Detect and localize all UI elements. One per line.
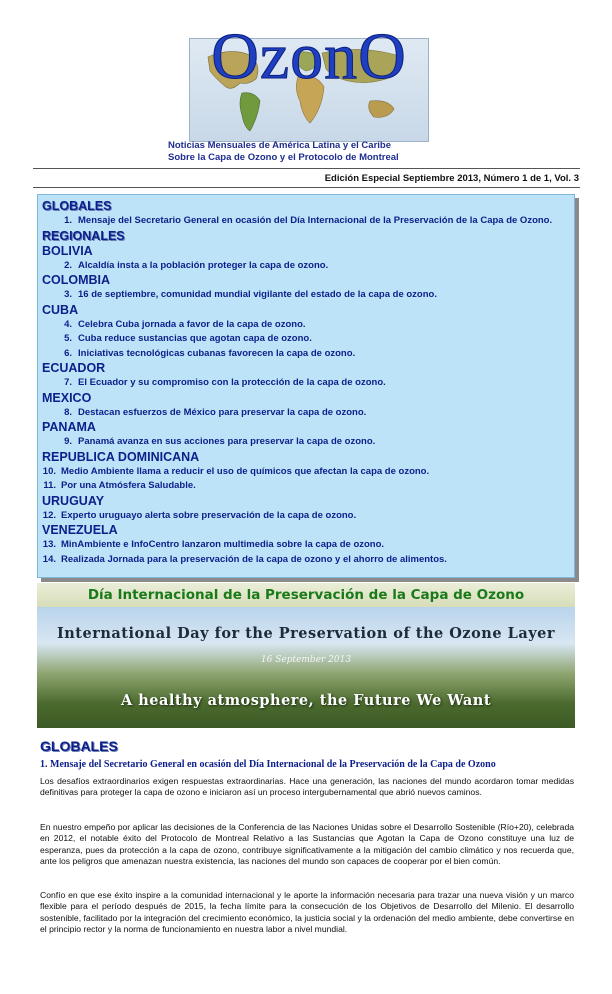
toc-item-4[interactable]: 4. Celebra Cuba jornada a favor de la capa de ozono. — [64, 318, 306, 330]
edition-line: Edición Especial Septiembre 2013, Número 1 de 1, Vol. 3 — [324, 173, 579, 184]
banner-date: 16 September 2013 — [260, 655, 352, 665]
toc-country-cuba: CUBA — [42, 302, 79, 317]
subtitle-line-2: Sobre la Capa de Ozono y el Protocolo de Montreal — [168, 152, 399, 163]
toc-country-ecuador: ECUADOR — [42, 361, 106, 375]
toc-item-6[interactable]: 6. Iniciativas tecnológicas cubanas favorecen la capa de ozono. — [64, 347, 356, 359]
toc-heading-globales: GLOBALES — [42, 199, 112, 213]
article-paragraph-3: Confío en que ese éxito inspire a la comunidad internacional y le aporte la información necesaria para trazar una nueva visión y un marco flexible para el período después de 2015, la fecha límite para la consecución de los Objetivos de Desarrollo del Milenio. El desarrollo sostenible, facilitado por la integración del crecimiento económico, la justicia social y la ordenación del medio ambiente, debe convertirse en el principio rector y la norma de funcionamiento en nuestra labor a nivel mundial. — [40, 890, 574, 934]
article-paragraph-1: Los desafíos extraordinarios exigen respuestas extraordinarias. Hace una generación, las naciones del mundo acordaron tomar medidas definitivas para proteger la capa de ozono e iniciaron así un proceso intergubernamental que abrió nuevos caminos. — [40, 776, 574, 798]
toc-item-5[interactable]: 5. Cuba reduce sustancias que agotan capa de ozono. — [64, 333, 312, 344]
section-heading-globales: GLOBALES — [40, 738, 118, 754]
subtitle-line-1: Noticias Mensuales de América Latina y el Caribe — [168, 140, 391, 151]
toc-item-3[interactable]: 3. 16 de septiembre, comunidad mundial vigilante del estado de la capa de ozono. — [64, 289, 437, 300]
toc-item-13[interactable]: 13. MinAmbiente e InfoCentro lanzaron multimedia sobre la capa de ozono. — [42, 539, 385, 550]
toc-country-bolivia: BOLIVIA — [42, 243, 93, 258]
ozone-day-banner-image — [37, 607, 575, 728]
article-paragraph-2: En nuestro empeño por aplicar las decisiones de la Conferencia de las Naciones Unidas sobre el Desarrollo Sostenible (Río+20), celebrada en 2012, el notable éxito del Protocolo de Montreal Relativo a las Sustancias que Agotan la Capa de Ozono constituye una luz de esperanza, pues da protección a la capa de ozono, contribuye significativamente a la mitigación del cambio climático y nos recuerda que, ante los peligros que amenazan nuestra existencia, las naciones del mundo son capaces de cooperar por el bien común. — [40, 822, 574, 866]
toc-item-9[interactable]: 9. Panamá avanza en sus acciones para preservar la capa de ozono. — [64, 436, 376, 447]
toc-heading-regionales: REGIONALES — [42, 228, 125, 243]
banner-slogan: A healthy atmosphere, the Future We Want — [120, 692, 492, 709]
banner-title-es: Día Internacional de la Preservación de la Capa de Ozono — [37, 583, 575, 607]
toc-item-14[interactable]: 14. Realizada Jornada para la preservación de la capa de ozono y el ahorro de alimentos. — [42, 553, 447, 565]
masthead-subtitle — [168, 140, 468, 164]
article-title: 1. Mensaje del Secretario General en ocasión del Día Internacional de la Preservación de la Capa de Ozono — [40, 759, 496, 770]
toc-country-republica-dominicana: REPUBLICA DOMINICANA — [42, 449, 200, 464]
banner-title-en: International Day for the Preservation of the Ozone Layer — [56, 625, 556, 642]
toc-country-colombia: COLOMBIA — [42, 273, 111, 287]
logo-wordmark: OzonO — [211, 20, 407, 93]
toc-item-2[interactable]: 2. Alcaldía insta a la población proteger la capa de ozono. — [64, 259, 329, 271]
divider — [33, 187, 580, 188]
toc-item-11[interactable]: 11. Por una Atmósfera Saludable. — [43, 480, 196, 491]
toc-item-12[interactable]: 12. Experto uruguayo alerta sobre preservación de la capa de ozono. — [42, 509, 357, 521]
toc-country-mexico: MEXICO — [42, 390, 92, 405]
toc-country-uruguay: URUGUAY — [42, 493, 105, 508]
table-of-contents — [37, 194, 575, 578]
toc-country-venezuela: VENEZUELA — [42, 523, 118, 537]
toc-item-10[interactable]: 10. Medio Ambiente llama a reducir el uso de químicos que afectan la capa de ozono. — [42, 465, 430, 477]
divider — [33, 168, 580, 169]
toc-item-1[interactable]: 1. Mensaje del Secretario General en ocasión del Día Internacional de la Preservación de la Capa de Ozono. — [64, 215, 553, 226]
toc-country-panama: PANAMA — [42, 420, 96, 434]
toc-item-7[interactable]: 7. El Ecuador y su compromiso con la protección de la capa de ozono. — [64, 377, 386, 388]
toc-item-8[interactable]: 8. Destacan esfuerzos de México para preservar la capa de ozono. — [64, 406, 367, 418]
masthead — [163, 22, 455, 140]
